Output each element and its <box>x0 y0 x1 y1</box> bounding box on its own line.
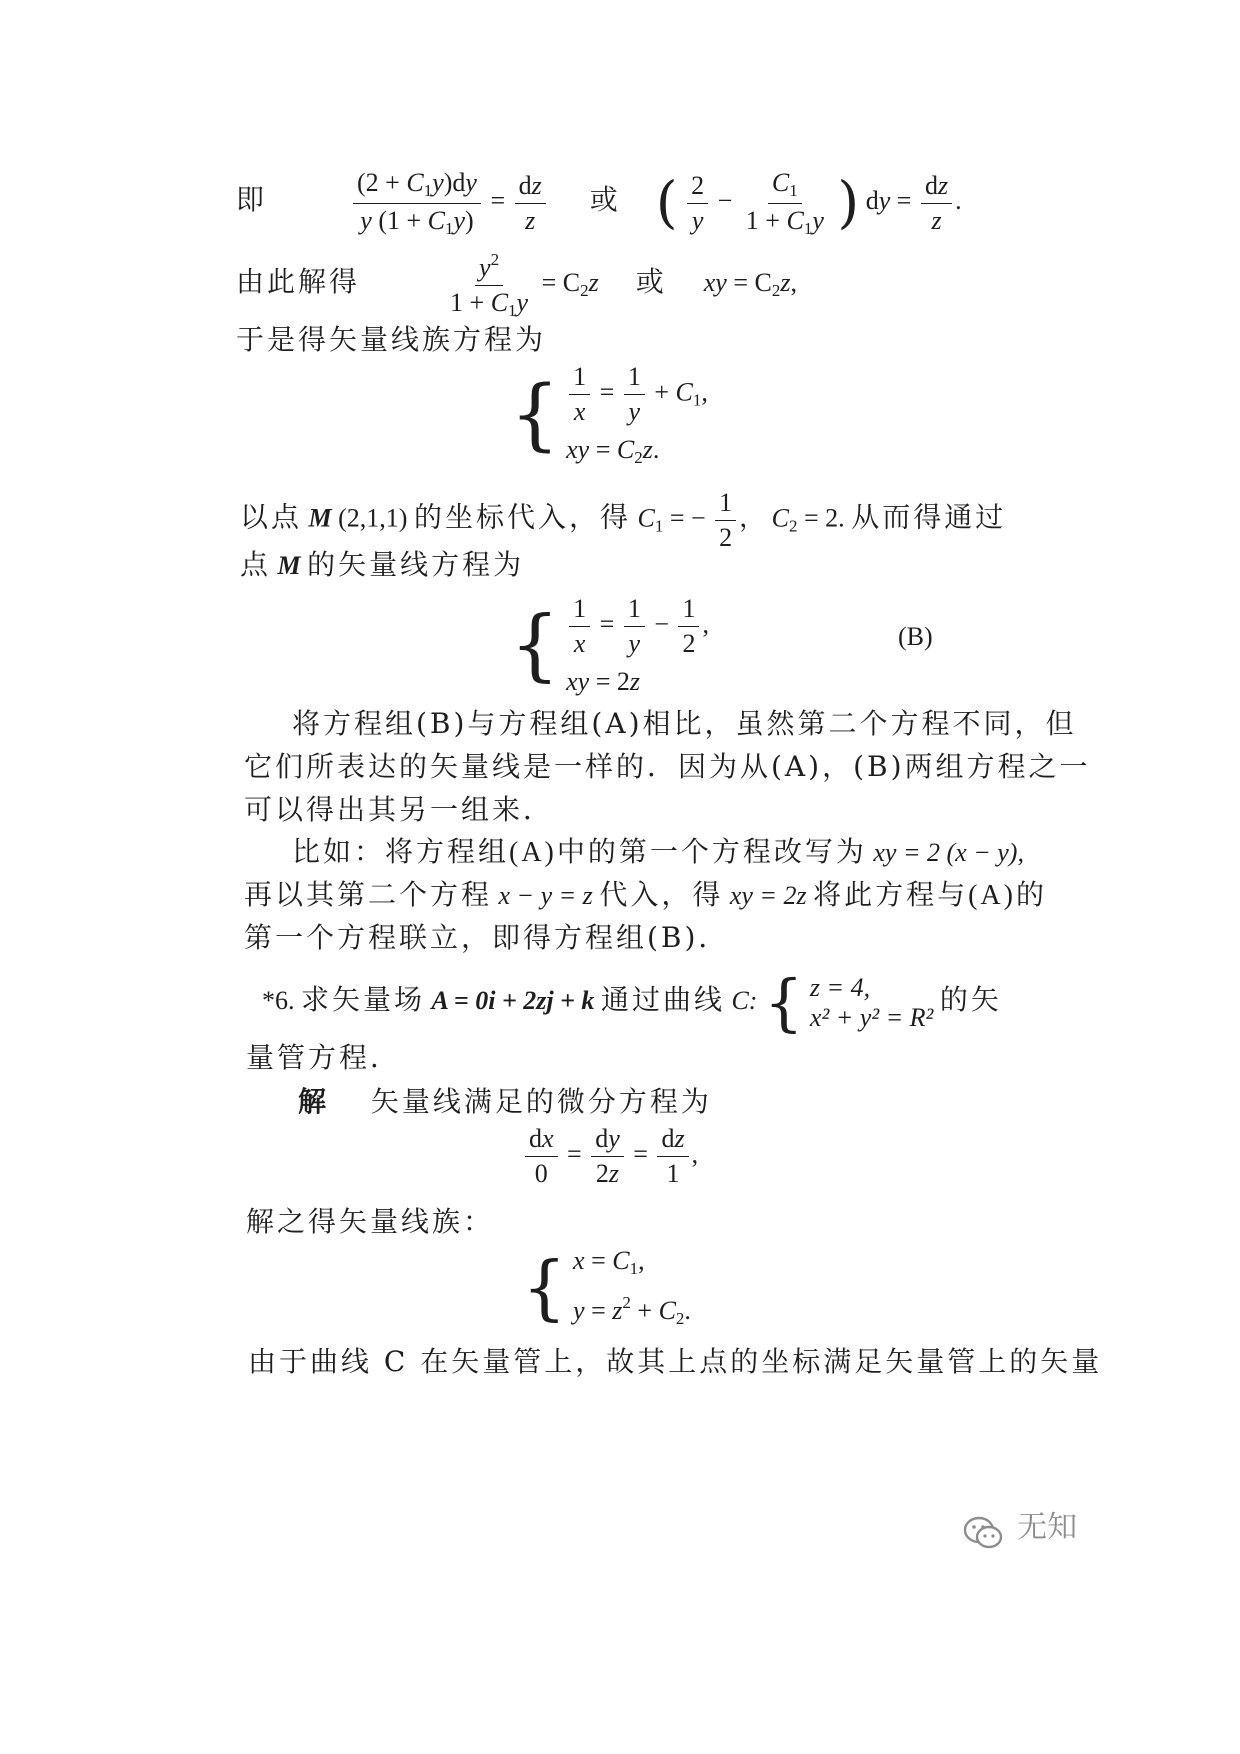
example-line-3: 第一个方程联立，即得方程组(B)． <box>244 921 730 954</box>
chat-bubble-icon <box>962 1512 1004 1554</box>
compare-line-3: 可以得出其另一组来． <box>244 793 555 826</box>
c1-den: 2 <box>719 522 733 552</box>
example-line-1 <box>292 830 1024 870</box>
curve-eq-2: x² + y² = R² <box>809 1003 934 1032</box>
point-m: M <box>308 503 332 533</box>
system-b: { $\frac{1}{x}$ = $\frac{1}{y}$ − $\frac{1}{2}$ , xy = 2z <box>510 594 709 696</box>
problem-text-3: 的矢 <box>939 984 1002 1016</box>
fraction-lhs: $\frac{(2 + C_1y)dy}{y (1 + C_1y)}$ <box>353 168 481 238</box>
equation-line-1: 即 $\frac{(2 + C_1y)dy}{y (1 + C_1y)}$ = $\frac{dz}{z}$ 或 ( $\frac{2}{y}$ − $\frac{C_1}{1 + C_1y}$ ) dy = $\frac{dz}{z}$ . <box>236 168 962 238</box>
equation-tag-b: (B) <box>898 622 933 651</box>
watermark-text: 无知 <box>1017 1510 1078 1545</box>
system-2: { $x = C_1$, $y = z^2 + C_2$. <box>522 1246 691 1329</box>
through-text-2: 的矢量线方程为 <box>307 550 525 581</box>
xy-rewrite: xy = 2 (x − y), <box>873 838 1024 867</box>
differential-equation: $\frac{dx}{0}$ = $\frac{dy}{2z}$ = $\frac{dz}{1}$ , <box>522 1124 698 1189</box>
problem-number: *6. <box>262 985 295 1015</box>
c1-eq: = − <box>669 503 706 533</box>
substitution-line: 以点 M (2,1,1) 的坐标代入，得 $C_1$ = − $\frac{1}{2}$ ， $C_2 = 2$. 从而得通过 <box>240 488 1007 552</box>
family-2-title: 解之得矢量线族： <box>246 1205 495 1238</box>
curve-system <box>810 973 933 1033</box>
subst-text-1: 以点 <box>240 502 303 534</box>
example-text-2a: 再以其第二个方程 <box>244 880 493 911</box>
subst-text-3: 从而得通过 <box>851 502 1007 534</box>
label-or-2: 或 <box>635 267 667 299</box>
example-text-2b: 代入，得 <box>599 880 724 911</box>
watermark <box>962 1502 1077 1554</box>
derive-label: 由此解得 <box>236 267 361 299</box>
problem-6-line-1: *6. 求矢量场 A = 0i + 2zj + k 通过曲线 C: { z = 4, x² + y² = R² 的矢 <box>262 966 1002 1039</box>
problem-text-2: 通过曲线 <box>600 984 725 1016</box>
label-ji: 即 <box>236 185 268 217</box>
compare-line-1: 将方程组(B)与方程组(A)相比，虽然第二个方程不同，但 <box>292 707 1077 740</box>
c1-num: 1 <box>715 488 736 521</box>
last-line: 由于曲线 C 在矢量管上，故其上点的坐标满足矢量管上的矢量 <box>248 1345 1103 1378</box>
vector-field-a: A = 0i + 2zj + k <box>431 985 595 1015</box>
family-title: 于是得矢量线族方程为 <box>236 323 547 356</box>
equation-line-2: 由此解得 $\frac{y^2}{1 + C_1y}$ = $C_2z$ 或 xy = $C_2z$, <box>236 250 797 320</box>
compare-line-2: 它们所表达的矢量线是一样的．因为从(A)，(B)两组方程之一 <box>244 750 1091 783</box>
xy-2z: xy = 2z <box>729 881 807 910</box>
sub-expression: x − y = z <box>498 881 593 910</box>
solution-text: 矢量线满足的微分方程为 <box>370 1085 712 1118</box>
subst-text-2: 的坐标代入，得 <box>413 502 631 534</box>
example-text-1: 比如：将方程组(A)中的第一个方程改写为 <box>292 837 867 868</box>
curve-c: C: <box>731 985 758 1015</box>
problem-6-line-2: 量管方程． <box>246 1041 402 1074</box>
through-line: 点 M 的矢量线方程为 <box>240 550 525 581</box>
through-text-1: 点 <box>240 550 272 581</box>
curve-eq-1: z = 4, <box>809 973 871 1002</box>
c2-eq: = 2. <box>804 503 845 533</box>
label-or-1: 或 <box>589 185 621 217</box>
example-line-2 <box>244 873 1047 913</box>
point-coords: (2,1,1) <box>338 503 408 533</box>
problem-text-1: 求矢量场 <box>301 984 426 1016</box>
system-a: { $\frac{1}{x}$ = $\frac{1}{y}$ + $C_1$, xy = $C_2z$. <box>510 362 708 467</box>
solution-label: 解 <box>298 1085 330 1118</box>
solution-line <box>298 1080 712 1120</box>
example-text-2c: 将此方程与(A)的 <box>813 880 1047 911</box>
